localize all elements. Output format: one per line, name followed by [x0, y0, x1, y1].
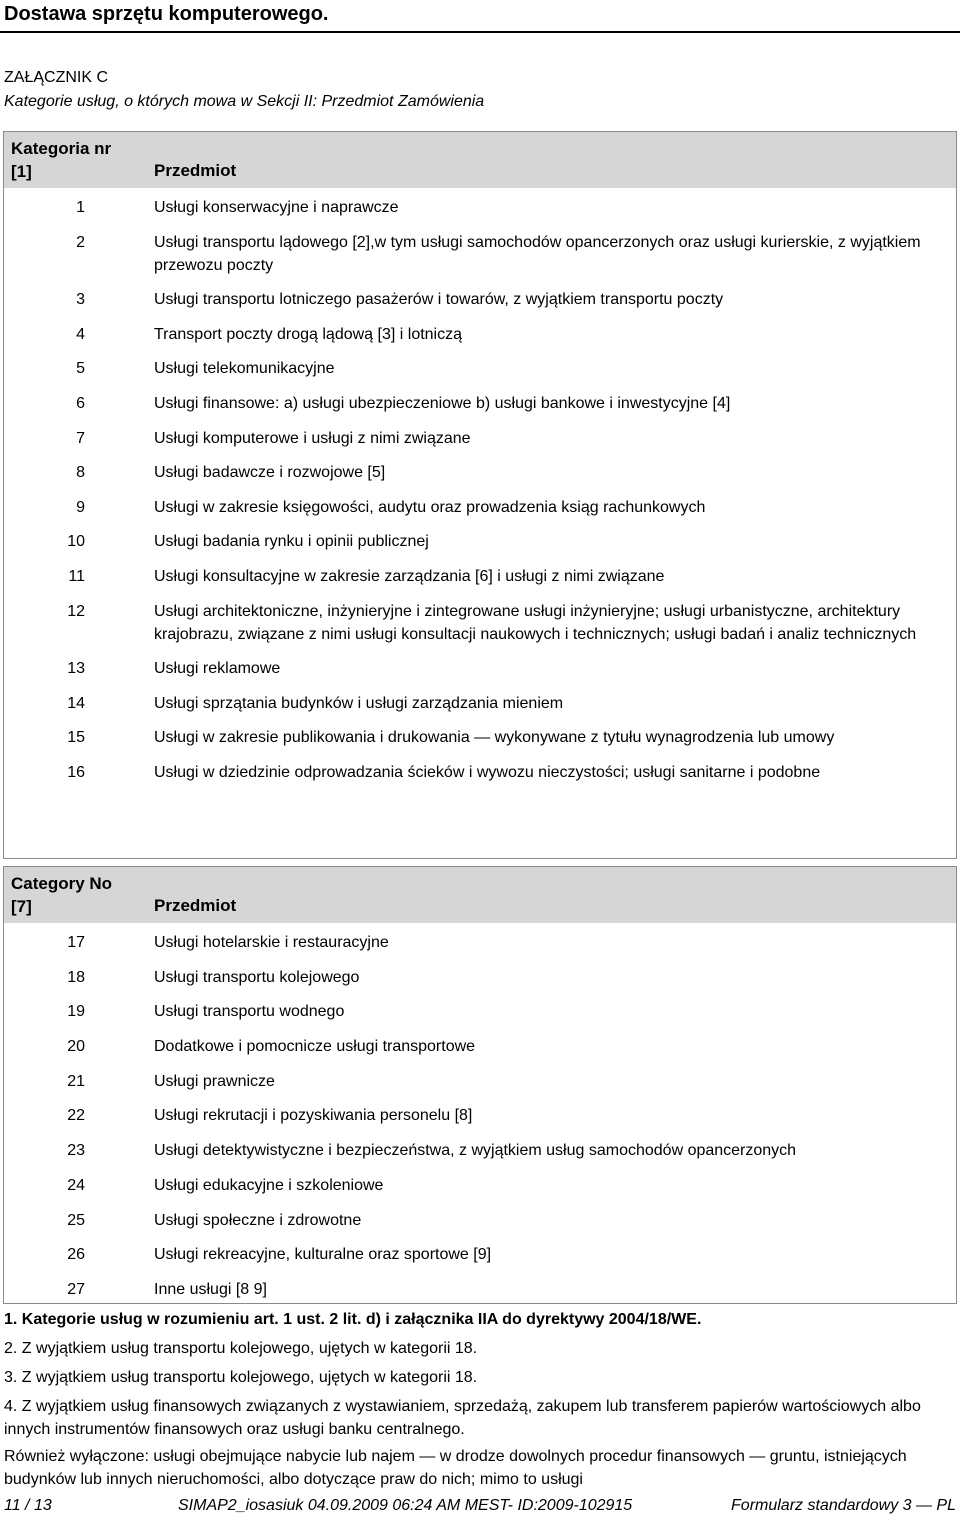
- category-number: 10: [67, 533, 85, 551]
- category-subject: Usługi rekrutacji i pozyskiwania personelu [8]: [154, 1107, 473, 1125]
- footnote-4: 4. Z wyjątkiem usług finansowych związanych z wystawianiem, sprzedażą, zakupem lub transferem papierów wartościowych albo innych instrumentów finansowych oraz usługi banku centralnego.: [4, 1398, 921, 1438]
- category-number: 6: [76, 394, 85, 412]
- category-number: 18: [67, 968, 85, 986]
- header-category-number: Kategoria nr [1]: [11, 139, 112, 181]
- table-row: [4, 288, 956, 323]
- category-number: 11: [68, 567, 85, 585]
- category-subject: Usługi społeczne i zdrowotne: [154, 1211, 362, 1229]
- categories-table-2: [3, 866, 957, 1304]
- categories-table-1: [3, 131, 957, 859]
- table-body: [4, 923, 956, 1313]
- category-number: 24: [67, 1176, 85, 1194]
- table-row: [4, 427, 956, 462]
- category-number: 26: [67, 1246, 85, 1264]
- category-subject: Usługi edukacyjne i szkoleniowe: [154, 1176, 384, 1194]
- category-number: 23: [67, 1142, 85, 1160]
- table-row: [4, 966, 956, 1001]
- category-number: 7: [76, 429, 85, 447]
- table-row: [4, 761, 956, 796]
- category-number: 12: [67, 602, 85, 620]
- footnote-1: 1. Kategorie usług w rozumieniu art. 1 ust. 2 lit. d) i załącznika IIA do dyrektywy 2004/18/WE.: [4, 1311, 702, 1328]
- category-number: 3: [76, 291, 85, 309]
- table-row: [4, 461, 956, 496]
- table-row: [4, 1209, 956, 1244]
- category-subject: Usługi rekreacyjne, kulturalne oraz sportowe [9]: [154, 1246, 492, 1264]
- category-subject: Usługi w zakresie publikowania i drukowania — wykonywane z tytułu wynagrodzenia lub umowy: [154, 729, 835, 747]
- table-row: [4, 600, 956, 658]
- table-row: [4, 1070, 956, 1105]
- header-subject: Przedmiot: [154, 161, 237, 180]
- page-footer: [4, 1496, 956, 1518]
- category-subject: Usługi konsultacyjne w zakresie zarządzania [6] i usługi z nimi związane: [154, 567, 665, 585]
- category-number: 4: [76, 325, 85, 343]
- table-row: [4, 726, 956, 761]
- category-subject: Usługi konserwacyjne i naprawcze: [154, 199, 399, 216]
- table-row: [4, 565, 956, 600]
- table-row: [4, 1000, 956, 1035]
- category-subject: Dodatkowe i pomocnicze usługi transportowe: [154, 1038, 476, 1056]
- table-row: [4, 231, 956, 289]
- header-subject: Przedmiot: [154, 896, 237, 915]
- category-subject: Usługi detektywistyczne i bezpieczeństwa, z wyjątkiem usług samochodów opancerzonych: [154, 1142, 797, 1160]
- category-subject: Usługi transportu kolejowego: [154, 968, 360, 986]
- category-subject: Usługi telekomunikacyjne: [154, 360, 335, 378]
- footnote-2: 2. Z wyjątkiem usług transportu kolejowego, ujętych w kategorii 18.: [4, 1340, 478, 1357]
- category-number: 20: [67, 1038, 85, 1056]
- category-subject: Usługi sprzątania budynków i usługi zarządzania mieniem: [154, 694, 564, 712]
- category-number: 8: [76, 464, 85, 482]
- category-subject: Usługi architektoniczne, inżynieryjne i zintegrowane usługi inżynieryjne; usługi urbanistyczne, architektury krajobrazu, związane z nimi usługi konsultacji naukowych i technicznych; usługi badań i analiz technicznych: [154, 602, 917, 643]
- category-number: 25: [67, 1211, 85, 1229]
- table-row: [4, 1104, 956, 1139]
- category-subject: Usługi hotelarskie i restauracyjne: [154, 934, 389, 951]
- document-title: Dostawa sprzętu komputerowego.: [4, 3, 329, 25]
- category-number: 14: [67, 694, 85, 712]
- category-number: 17: [67, 934, 85, 951]
- category-subject: Usługi badawcze i rozwojowe [5]: [154, 464, 386, 482]
- category-subject: Usługi badania rynku i opinii publicznej: [154, 533, 429, 551]
- table-row: [4, 1243, 956, 1278]
- category-number: 13: [67, 660, 85, 678]
- document-id: SIMAP2_iosasiuk 04.09.2009 06:24 AM MEST- ID:2009-102915: [178, 1497, 633, 1514]
- page-number: 11 / 13: [4, 1497, 52, 1514]
- category-number: 2: [76, 233, 85, 251]
- category-subject: Usługi transportu lotniczego pasażerów i towarów, z wyjątkiem transportu poczty: [154, 291, 724, 309]
- category-subject: Usługi w dziedzinie odprowadzania ścieków i wywozu nieczystości; usługi sanitarne i podobne: [154, 763, 821, 781]
- table-row: [4, 1139, 956, 1174]
- annex-subtitle: Kategorie usług, o których mowa w Sekcji II: Przedmiot Zamówienia: [4, 93, 485, 110]
- category-number: 21: [67, 1072, 85, 1090]
- title-rule: [0, 31, 960, 33]
- table-row: [4, 931, 956, 966]
- category-number: 22: [67, 1107, 85, 1125]
- category-number: 16: [67, 763, 85, 781]
- category-subject: Usługi prawnicze: [154, 1072, 275, 1090]
- table-row: [4, 1035, 956, 1070]
- form-label: Formularz standardowy 3 — PL: [731, 1497, 956, 1514]
- category-subject: Usługi transportu lądowego [2],w tym usługi samochodów opancerzonych oraz usługi kurierskie, z wyjątkiem przewozu poczty: [154, 233, 921, 274]
- category-number: 27: [67, 1280, 85, 1298]
- table-header: [4, 867, 956, 923]
- table-row: [4, 357, 956, 392]
- table-row: [4, 323, 956, 358]
- header-category-number: Category No [7]: [11, 874, 113, 916]
- category-number: 1: [76, 199, 85, 216]
- footnote-3: 3. Z wyjątkiem usług transportu kolejowego, ujętych w kategorii 18.: [4, 1369, 478, 1386]
- table-row: [4, 530, 956, 565]
- category-subject: Usługi finansowe: a) usługi ubezpieczeniowe b) usługi bankowe i inwestycyjne [4]: [154, 394, 731, 412]
- table-row: [4, 692, 956, 727]
- table-header: [4, 132, 956, 188]
- category-subject: Inne usługi [8 9]: [154, 1280, 267, 1298]
- category-number: 15: [67, 729, 85, 747]
- category-subject: Transport poczty drogą lądową [3] i lotniczą: [154, 325, 463, 343]
- annex-heading: ZAŁĄCZNIK C: [4, 69, 109, 86]
- category-number: 9: [76, 498, 85, 516]
- table-row: [4, 196, 956, 231]
- category-number: 19: [67, 1003, 85, 1021]
- table-row: [4, 657, 956, 692]
- category-number: 5: [76, 360, 85, 378]
- table-body: [4, 188, 956, 796]
- category-subject: Usługi w zakresie księgowości, audytu oraz prowadzenia ksiąg rachunkowych: [154, 498, 706, 516]
- footnotes: [4, 1308, 954, 1491]
- category-subject: Usługi komputerowe i usługi z nimi związane: [154, 429, 471, 447]
- category-subject: Usługi transportu wodnego: [154, 1003, 345, 1021]
- table-row: [4, 392, 956, 427]
- table-row: [4, 496, 956, 531]
- footnote-4-continued: Również wyłączone: usługi obejmujące nabycie lub najem — w drodze dowolnych procedur finansowych — gruntu, istniejących budynków lub innych nieruchomości, albo dotyczące praw do nich; mimo to usługi: [4, 1448, 907, 1488]
- category-subject: Usługi reklamowe: [154, 660, 281, 678]
- table-row: [4, 1174, 956, 1209]
